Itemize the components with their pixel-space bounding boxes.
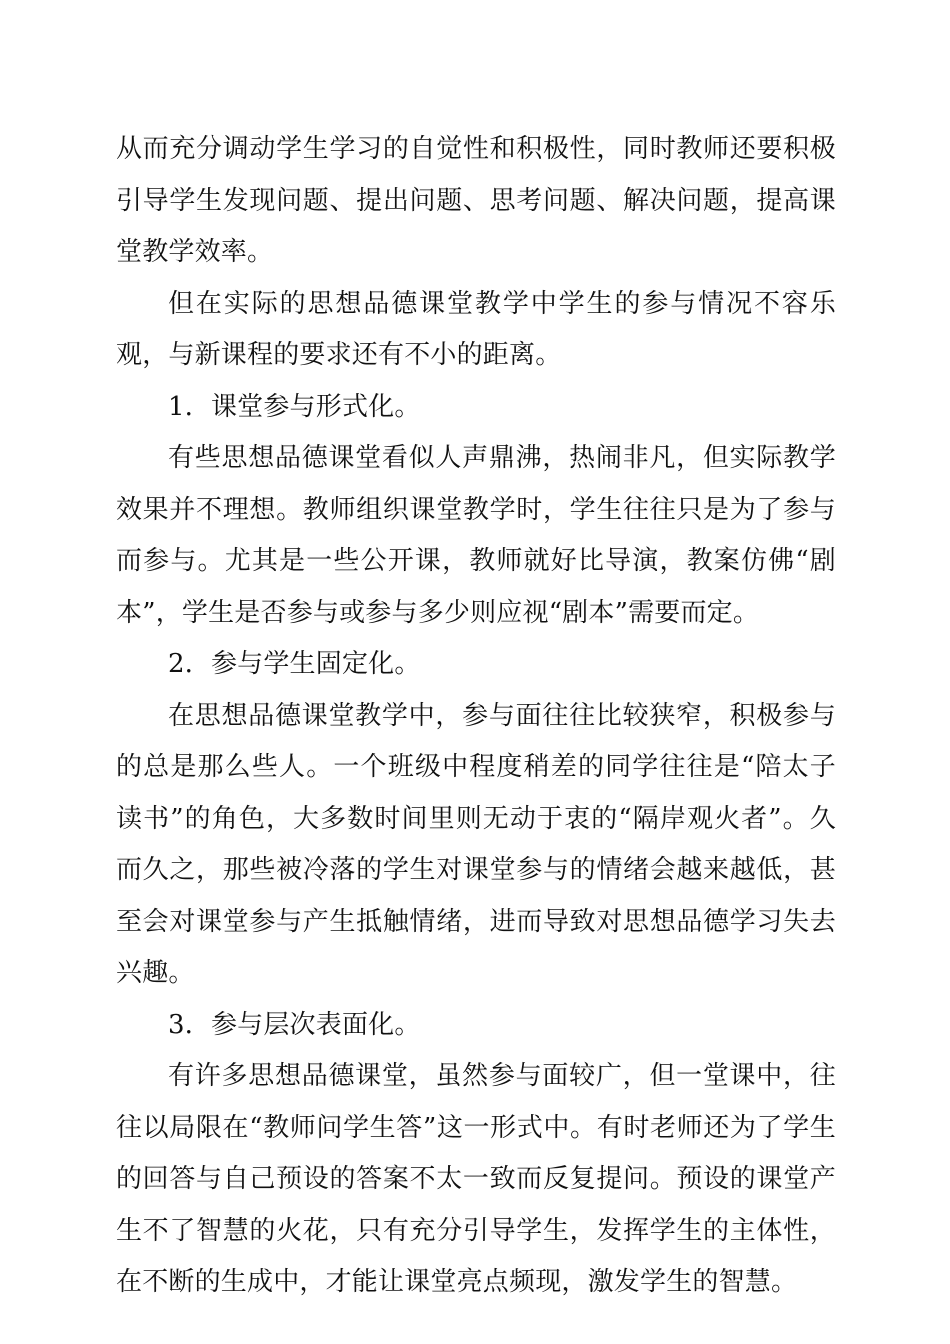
section-heading-1: 1．课堂参与形式化。 <box>168 391 421 422</box>
paragraph-section-1: 有些思想品德课堂看似人声鼎沸，热闹非凡，但实际教学效果并不理想。教师组织课堂教学时，学生往往只是为了参与而参与。尤其是一些公开课，教师就好比导演，教案仿佛“剧本”，学生是否参与或参与多少则应视“剧本”需要而定。 <box>116 443 836 628</box>
paragraph-intro: 但在实际的思想品德课堂教学中学生的参与情况不容乐观，与新课程的要求还有不小的距离。 <box>116 288 836 370</box>
paragraph-section-3: 有许多思想品德课堂，虽然参与面较广，但一堂课中，往往以局限在“教师问学生答”这一形式中。有时老师还为了学生的回答与自己预设的答案不太一致而反复提问。预设的课堂产生不了智慧的火花，只有充分引导学生，发挥学生的主体性，在不断的生成中，才能让课堂亮点频现，激发学生的智慧。 <box>116 1061 836 1297</box>
section-heading-2: 2．参与学生固定化。 <box>168 649 421 679</box>
paragraph-continuation: 从而充分调动学生学习的自觉性和积极性，同时教师还要积极引导学生发现问题、提出问题、思考问题、解决问题，提高课堂教学效率。 <box>116 134 836 267</box>
document-body <box>116 124 836 1309</box>
paragraph-section-2: 在思想品德课堂教学中，参与面往往比较狭窄，积极参与的总是那么些人。一个班级中程度稍差的同学往往是“陪太子读书”的角色，大多数时间里则无动于衷的“隔岸观火者”。久而久之，那些被冷落的学生对课堂参与的情绪会越来越低，甚至会对课堂参与产生抵触情绪，进而导致对思想品德学习失去兴趣。 <box>116 700 836 988</box>
section-heading-3: 3．参与层次表面化。 <box>168 1009 421 1040</box>
